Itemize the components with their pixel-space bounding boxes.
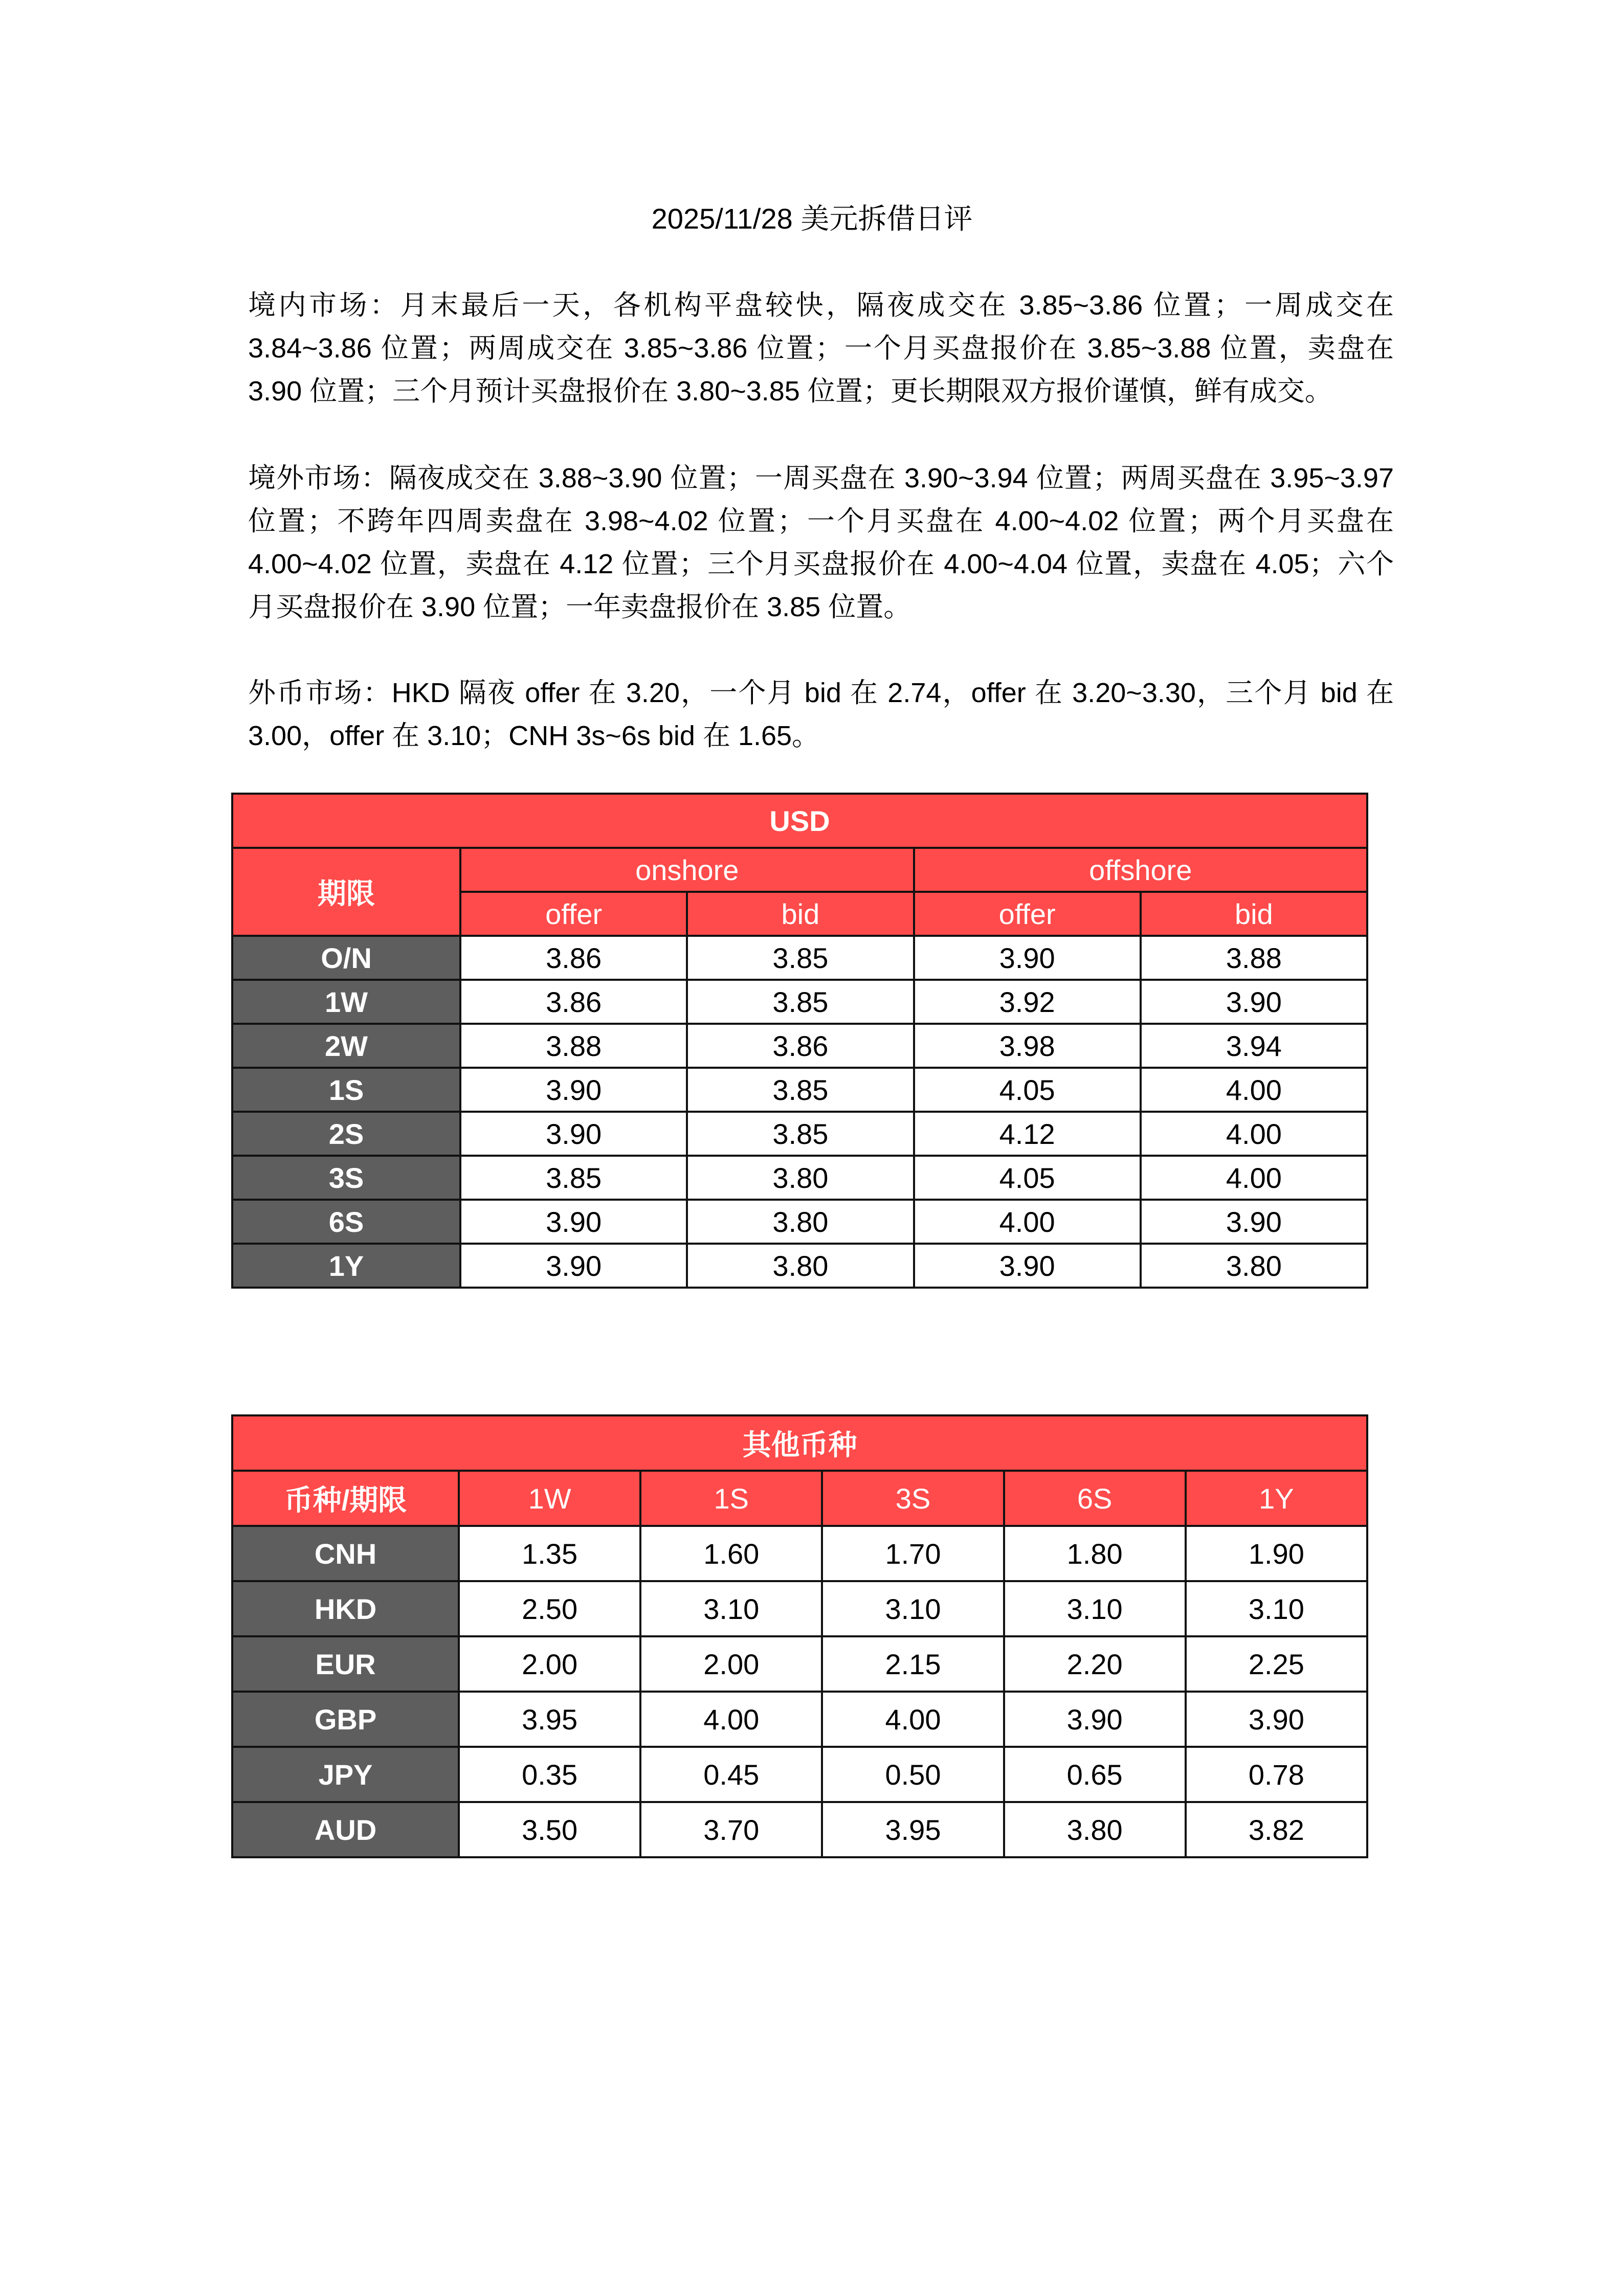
onshore-market-paragraph: 境内市场：月末最后一天，各机构平盘较快，隔夜成交在 3.85~3.86 位置；一周成交在 3.84~3.86 位置；两周成交在 3.85~3.86 位置；一个月买盘报价在 3.85~3.88 位置，卖盘在 3.90 位置；三个月预计买盘报价在 3.80~3.85 位置；更长期限双方报价谨慎，鲜有成交。 <box>248 290 1394 407</box>
table-row <box>232 1200 1367 1244</box>
onshore-offer-cell: 3.88 <box>460 1024 687 1068</box>
offshore-bid-cell: 4.00 <box>1141 1112 1367 1156</box>
offshore-offer-cell: 3.90 <box>914 936 1141 980</box>
term-label: 2S <box>232 1112 460 1156</box>
term-column-header: 1Y <box>1186 1471 1367 1526</box>
offshore-offer-cell: 3.92 <box>914 980 1141 1024</box>
offshore-bid-header: bid <box>1141 892 1367 936</box>
onshore-offer-cell: 3.86 <box>460 980 687 1024</box>
currency-label: GBP <box>232 1692 459 1747</box>
onshore-bid-cell: 3.80 <box>687 1200 914 1244</box>
onshore-bid-cell: 3.85 <box>687 1068 914 1112</box>
rate-cell: 3.95 <box>459 1692 640 1747</box>
onshore-bid-cell: 3.85 <box>687 936 914 980</box>
offshore-bid-cell: 3.90 <box>1141 980 1367 1024</box>
term-column-header: 1S <box>640 1471 822 1526</box>
offshore-bid-cell: 3.80 <box>1141 1244 1367 1288</box>
offshore-offer-cell: 4.12 <box>914 1112 1141 1156</box>
rate-cell: 2.25 <box>1186 1636 1367 1692</box>
currency-label: JPY <box>232 1747 459 1802</box>
onshore-bid-cell: 3.86 <box>687 1024 914 1068</box>
onshore-bid-cell: 3.85 <box>687 1112 914 1156</box>
term-label: 1Y <box>232 1244 460 1288</box>
table-row <box>232 1068 1367 1112</box>
table-row <box>232 1024 1367 1068</box>
offshore-market-paragraph: 境外市场：隔夜成交在 3.88~3.90 位置；一周买盘在 3.90~3.94 位置；两周买盘在 3.95~3.97 位置；不跨年四周卖盘在 3.98~4.02 位置；一个月买盘在 4.00~4.02 位置；两个月买盘在 4.00~4.02 位置，卖盘在 4.12 位置；三个月买盘报价在 4.00~4.04 位置，卖盘在 4.05；六个月买盘报价在 3.90 位置；一年卖盘报价在 3.85 位置。 <box>248 463 1394 622</box>
rate-cell: 0.65 <box>1004 1747 1186 1802</box>
table-row <box>232 1692 1367 1747</box>
offshore-bid-cell: 4.00 <box>1141 1068 1367 1112</box>
term-label: O/N <box>232 936 460 980</box>
onshore-bid-cell: 3.85 <box>687 980 914 1024</box>
table-row <box>232 1802 1367 1857</box>
offshore-offer-cell: 3.98 <box>914 1024 1141 1068</box>
rate-cell: 2.00 <box>459 1636 640 1692</box>
onshore-bid-cell: 3.80 <box>687 1244 914 1288</box>
rate-cell: 2.20 <box>1004 1636 1186 1692</box>
onshore-offer-cell: 3.86 <box>460 936 687 980</box>
rate-cell: 3.10 <box>640 1581 822 1636</box>
offshore-bid-cell: 4.00 <box>1141 1156 1367 1200</box>
onshore-offer-cell: 3.90 <box>460 1112 687 1156</box>
term-label: 1W <box>232 980 460 1024</box>
other-currencies-table <box>231 1414 1368 1858</box>
currency-label: HKD <box>232 1581 459 1636</box>
usd-table-body <box>232 936 1367 1288</box>
rate-cell: 1.35 <box>459 1526 640 1581</box>
term-label: 6S <box>232 1200 460 1244</box>
rate-cell: 0.50 <box>822 1747 1004 1802</box>
rate-cell: 2.00 <box>640 1636 822 1692</box>
rate-cell: 2.50 <box>459 1581 640 1636</box>
document-title: 2025/11/28 美元拆借日评 <box>651 202 973 235</box>
term-column-header: 6S <box>1004 1471 1186 1526</box>
rate-cell: 2.15 <box>822 1636 1004 1692</box>
other-table-body <box>232 1526 1367 1857</box>
onshore-offer-header: offer <box>460 892 687 936</box>
currency-term-header: 币种/期限 <box>232 1471 459 1526</box>
rate-cell: 3.10 <box>1186 1581 1367 1636</box>
term-label: 2W <box>232 1024 460 1068</box>
offshore-offer-cell: 4.05 <box>914 1156 1141 1200</box>
usd-table-title: USD <box>232 794 1367 848</box>
offshore-offer-cell: 3.90 <box>914 1244 1141 1288</box>
rate-cell: 4.00 <box>822 1692 1004 1747</box>
rate-cell: 0.78 <box>1186 1747 1367 1802</box>
onshore-offer-cell: 3.90 <box>460 1200 687 1244</box>
onshore-header: onshore <box>460 848 914 892</box>
term-header: 期限 <box>232 848 460 936</box>
rate-cell: 1.70 <box>822 1526 1004 1581</box>
rate-cell: 3.10 <box>822 1581 1004 1636</box>
other-table-title: 其他币种 <box>232 1415 1367 1471</box>
table-row <box>232 1156 1367 1200</box>
offshore-bid-cell: 3.88 <box>1141 936 1367 980</box>
table-row <box>232 1526 1367 1581</box>
offshore-offer-cell: 4.05 <box>914 1068 1141 1112</box>
rate-cell: 3.90 <box>1004 1692 1186 1747</box>
onshore-offer-cell: 3.90 <box>460 1244 687 1288</box>
table-row <box>232 1244 1367 1288</box>
rate-cell: 3.90 <box>1186 1692 1367 1747</box>
rate-cell: 3.82 <box>1186 1802 1367 1857</box>
offshore-header: offshore <box>914 848 1368 892</box>
table-row <box>232 1581 1367 1636</box>
rate-cell: 0.45 <box>640 1747 822 1802</box>
rate-cell: 0.35 <box>459 1747 640 1802</box>
table-row <box>232 936 1367 980</box>
table-row <box>232 1636 1367 1692</box>
rate-cell: 3.70 <box>640 1802 822 1857</box>
table-row <box>232 1747 1367 1802</box>
term-label: 3S <box>232 1156 460 1200</box>
rate-cell: 1.60 <box>640 1526 822 1581</box>
rate-cell: 1.80 <box>1004 1526 1186 1581</box>
offshore-offer-cell: 4.00 <box>914 1200 1141 1244</box>
offshore-bid-cell: 3.94 <box>1141 1024 1367 1068</box>
onshore-bid-cell: 3.80 <box>687 1156 914 1200</box>
term-column-header: 3S <box>822 1471 1004 1526</box>
currency-label: EUR <box>232 1636 459 1692</box>
table-row <box>232 1112 1367 1156</box>
foreign-currency-paragraph: 外币市场：HKD 隔夜 offer 在 3.20，一个月 bid 在 2.74，offer 在 3.20~3.30，三个月 bid 在 3.00，offer 在 3.10；CNH 3s~6s bid 在 1.65。 <box>248 678 1394 751</box>
rate-cell: 1.90 <box>1186 1526 1367 1581</box>
rate-cell: 3.95 <box>822 1802 1004 1857</box>
offshore-bid-cell: 3.90 <box>1141 1200 1367 1244</box>
table-row <box>232 980 1367 1024</box>
onshore-bid-header: bid <box>687 892 914 936</box>
rate-cell: 4.00 <box>640 1692 822 1747</box>
onshore-offer-cell: 3.85 <box>460 1156 687 1200</box>
rate-cell: 3.80 <box>1004 1802 1186 1857</box>
rate-cell: 3.10 <box>1004 1581 1186 1636</box>
term-column-header: 1W <box>459 1471 640 1526</box>
currency-label: AUD <box>232 1802 459 1857</box>
currency-label: CNH <box>232 1526 459 1581</box>
offshore-offer-header: offer <box>914 892 1141 936</box>
rate-cell: 3.50 <box>459 1802 640 1857</box>
onshore-offer-cell: 3.90 <box>460 1068 687 1112</box>
usd-rates-table <box>231 793 1368 1289</box>
term-label: 1S <box>232 1068 460 1112</box>
